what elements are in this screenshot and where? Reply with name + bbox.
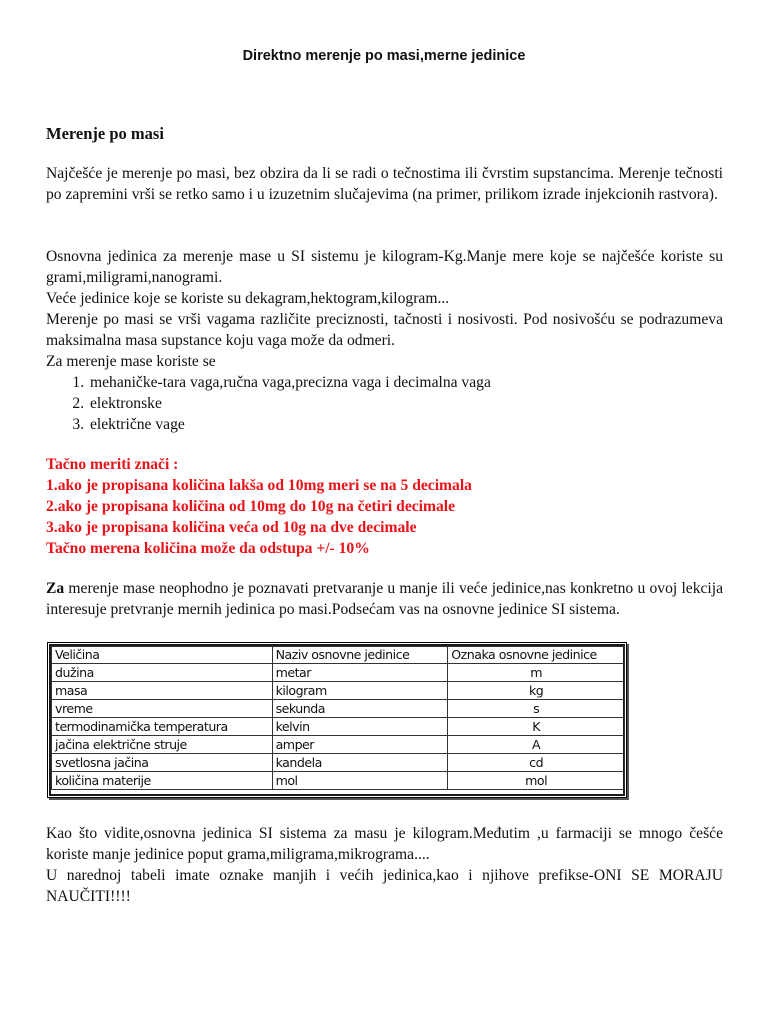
table-cell: dužina — [52, 664, 273, 682]
table-cell: vreme — [52, 700, 273, 718]
table-cell: kelvin — [272, 718, 448, 736]
table-header-cell: Veličina — [52, 647, 273, 664]
table-header-cell: Oznaka osnovne jedinice — [448, 647, 625, 664]
table-row — [52, 736, 625, 754]
table-cell: masa — [52, 682, 273, 700]
table-row — [52, 718, 625, 736]
table-cell: mol — [448, 772, 625, 790]
table-cell: kandela — [272, 754, 448, 772]
paragraph-si-intro-text: merenje mase neophodno je poznavati pretvaranje u manje ili veće jedinice,nas konkretno u ovoj lekcija interesuje pretvranje mernih jedinica po masi.Podsećam vas na osnovne jedinice SI sistema. — [46, 580, 723, 618]
table-cell: jačina električne struje — [52, 736, 273, 754]
precision-rules — [46, 454, 723, 559]
table-row — [52, 664, 625, 682]
table-cell: amper — [272, 736, 448, 754]
list-item: 3. električne vage — [88, 414, 723, 435]
paragraph-kilogram-note: Kao što vidite,osnovna jedinica SI sistema za masu je kilogram.Međutim ,u farmaciji se mnogo češće koriste manje jedinice poput grama,miligrama,mikrograma.... — [46, 825, 723, 863]
precision-rule: 1.ako je propisana količina lakša od 10mg meri se na 5 decimala — [46, 477, 472, 494]
paragraph-scales-intro: Za merenje mase koriste se — [46, 353, 216, 370]
si-units-table — [51, 646, 625, 790]
table-cell: svetlosna jačina — [52, 754, 273, 772]
table-header-cell: Naziv osnovne jedinice — [272, 647, 448, 664]
table-cell: količina materije — [52, 772, 273, 790]
list-item: 2. elektronske — [88, 393, 723, 414]
paragraph-si-intro — [46, 578, 723, 620]
paragraph-larger-units: Veće jedinice koje se koriste su dekagram,hektogram,kilogram... — [46, 290, 450, 307]
table-cell: mol — [272, 772, 448, 790]
table-cell: kg — [448, 682, 625, 700]
paragraph-si-unit-block — [46, 246, 723, 435]
paragraph-conclusion-block — [46, 823, 723, 907]
table-cell: metar — [272, 664, 448, 682]
paragraph-next-table: U narednoj tabeli imate oznake manjih i većih jedinica,kao i njihove prefikse-ONI SE MORAJU NAUČITI!!!! — [46, 867, 723, 905]
precision-heading: Tačno meriti znači : — [46, 456, 179, 473]
table-header-row — [52, 647, 625, 664]
table-cell: kilogram — [272, 682, 448, 700]
list-item: 1. mehaničke-tara vaga,ručna vaga,precizna vaga i decimalna vaga — [88, 372, 723, 393]
table-cell: cd — [448, 754, 625, 772]
table-cell: K — [448, 718, 625, 736]
table-row — [52, 772, 625, 790]
table-row — [52, 700, 625, 718]
paragraph-scales: Merenje po masi se vrši vagama različite preciznosti, tačnosti i nosivosti. Pod nosivošću se podrazumeva maksimalna masa supstance koju vaga može da odmeri. — [46, 311, 723, 349]
paragraph-si-unit: Osnovna jedinica za merenje mase u SI sistemu je kilogram-Kg.Manje mere koje se najčešće koriste su grami,miligrami,nanogrami. — [46, 248, 723, 286]
document-title: Direktno merenje po masi,merne jedinice — [242, 48, 526, 64]
table-row — [52, 682, 625, 700]
table-cell: sekunda — [272, 700, 448, 718]
precision-rule: 2.ako je propisana količina od 10mg do 10g na četiri decimale — [46, 498, 456, 515]
table-cell: A — [448, 736, 625, 754]
paragraph-intro: Najčešće je merenje po masi, bez obzira da li se radi o tečnostima ili čvrstim supstancima. Merenje tečnosti po zapremini vrši se retko samo i u izuzetnim slučajevima (na primer, prilikom izrade injekcionih rastvora). — [46, 165, 723, 203]
paragraph-lead-word: Za — [46, 580, 65, 597]
precision-tolerance: Tačno merena količina može da odstupa +/- 10% — [46, 540, 370, 557]
precision-rule: 3.ako je propisana količina veća od 10g na dve decimale — [46, 519, 417, 536]
table-row — [52, 754, 625, 772]
scale-types-list — [46, 372, 723, 435]
si-units-table-frame — [47, 642, 627, 798]
table-cell: termodinamička temperatura — [52, 718, 273, 736]
table-cell: m — [448, 664, 625, 682]
table-cell: s — [448, 700, 625, 718]
section-title: Merenje po masi — [46, 124, 164, 143]
